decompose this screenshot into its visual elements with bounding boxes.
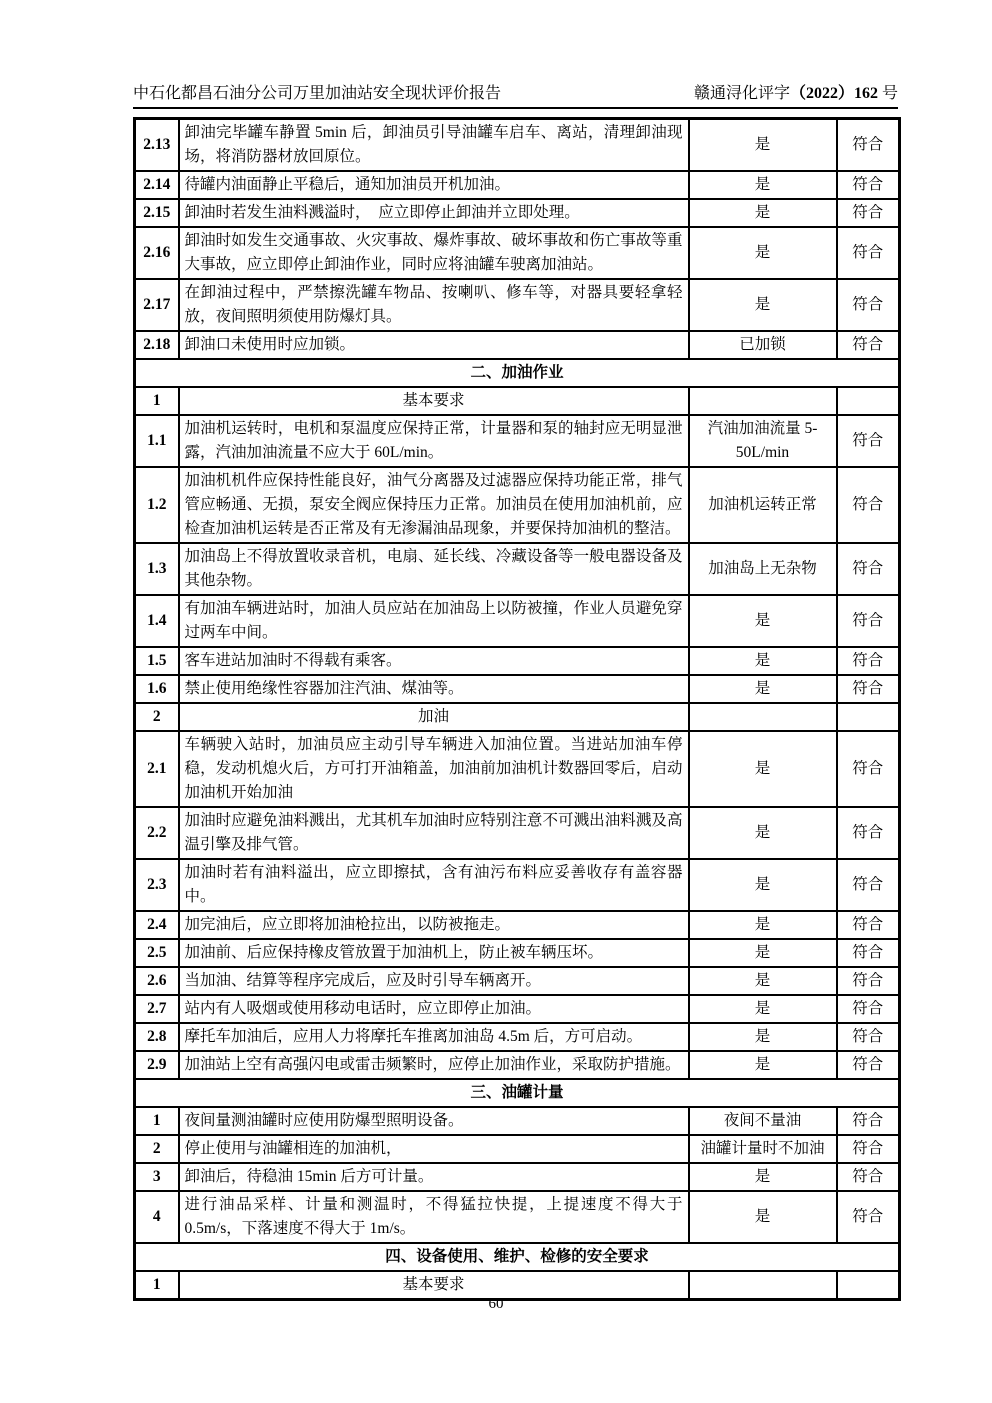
evaluation-cell: 加油机运转正常 (689, 467, 837, 543)
evaluation-cell (689, 387, 837, 415)
evaluation-cell: 是 (689, 731, 837, 807)
item-number-cell: 2.6 (135, 967, 179, 995)
evaluation-cell: 加油岛上无杂物 (689, 543, 837, 595)
conclusion-cell: 符合 (837, 199, 900, 227)
item-content-cell: 加油时应避免油料溅出，尤其机车加油时应特别注意不可溅出油料溅及高温引擎及排气管。 (179, 807, 689, 859)
item-number-cell: 1 (135, 387, 179, 415)
item-content-cell: 卸油时如发生交通事故、火灾事故、爆炸事故、破坏事故和伤亡事故等重大事故，应立即停止卸油作业，同时应将油罐车驶离加油站。 (179, 227, 689, 279)
item-content-cell: 当加油、结算等程序完成后，应及时引导车辆离开。 (179, 967, 689, 995)
item-content-cell: 基本要求 (179, 1271, 689, 1300)
table-row (135, 543, 900, 595)
section-title: 四、设备使用、维护、检修的安全要求 (135, 1243, 900, 1271)
conclusion-cell: 符合 (837, 227, 900, 279)
evaluation-cell: 是 (689, 595, 837, 647)
item-content-cell: 卸油完毕罐车静置 5min 后，卸油员引导油罐车启车、离站，清理卸油现场，将消防器材放回原位。 (179, 119, 689, 172)
table-row (135, 279, 900, 331)
conclusion-cell: 符合 (837, 675, 900, 703)
table-row (135, 939, 900, 967)
evaluation-cell: 是 (689, 807, 837, 859)
item-content-cell: 卸油时若发生油料溅溢时， 应立即停止卸油并立即处理。 (179, 199, 689, 227)
item-number-cell: 4 (135, 1191, 179, 1243)
item-number-cell: 1.1 (135, 415, 179, 467)
item-content-cell: 加油前、后应保持橡皮管放置于加油机上，防止被车辆压坏。 (179, 939, 689, 967)
item-number-cell: 3 (135, 1163, 179, 1191)
item-content-cell: 有加油车辆进站时，加油人员应站在加油岛上以防被撞，作业人员避免穿过两车中间。 (179, 595, 689, 647)
conclusion-cell: 符合 (837, 171, 900, 199)
conclusion-cell: 符合 (837, 415, 900, 467)
conclusion-cell: 符合 (837, 1191, 900, 1243)
table-row (135, 859, 900, 911)
item-number-cell: 2 (135, 1135, 179, 1163)
checklist-table-body (135, 119, 900, 1300)
item-content-cell: 站内有人吸烟或使用移动电话时，应立即停止加油。 (179, 995, 689, 1023)
table-row (135, 967, 900, 995)
table-row (135, 331, 900, 359)
item-content-cell: 加油站上空有高强闪电或雷击频繁时，应停止加油作业，采取防护措施。 (179, 1051, 689, 1079)
item-content-cell: 加油机机件应保持性能良好，油气分离器及过滤器应保持功能正常，排气管应畅通、无损，泵安全阀应保持压力正常。加油员在使用加油机前，应检查加油机运转是否正常及有无渗漏油品现象，并要保持加油机的整洁。 (179, 467, 689, 543)
conclusion-cell: 符合 (837, 647, 900, 675)
conclusion-cell: 符合 (837, 467, 900, 543)
item-number-cell: 2.15 (135, 199, 179, 227)
conclusion-cell: 符合 (837, 1163, 900, 1191)
conclusion-cell: 符合 (837, 859, 900, 911)
item-number-cell: 2.7 (135, 995, 179, 1023)
conclusion-cell: 符合 (837, 1135, 900, 1163)
conclusion-cell: 符合 (837, 939, 900, 967)
table-row (135, 1051, 900, 1079)
item-number-cell: 1 (135, 1271, 179, 1300)
table-row (135, 1107, 900, 1135)
conclusion-cell: 符合 (837, 731, 900, 807)
table-row (135, 911, 900, 939)
section-title: 三、油罐计量 (135, 1079, 900, 1107)
report-title: 中石化都昌石油分公司万里加油站安全现状评价报告 (133, 85, 502, 102)
item-number-cell: 2.8 (135, 1023, 179, 1051)
table-row (135, 1023, 900, 1051)
item-content-cell: 基本要求 (179, 387, 689, 415)
section-row (135, 1243, 900, 1271)
evaluation-cell (689, 703, 837, 731)
item-number-cell: 2.4 (135, 911, 179, 939)
table-row (135, 807, 900, 859)
item-number-cell: 2.13 (135, 119, 179, 172)
evaluation-cell: 是 (689, 119, 837, 172)
item-number-cell: 2.9 (135, 1051, 179, 1079)
item-number-cell: 2.17 (135, 279, 179, 331)
conclusion-cell (837, 703, 900, 731)
item-number-cell: 2.2 (135, 807, 179, 859)
conclusion-cell: 符合 (837, 1023, 900, 1051)
table-row (135, 227, 900, 279)
item-content-cell: 摩托车加油后，应用人力将摩托车推离加油岛 4.5m 后，方可启动。 (179, 1023, 689, 1051)
table-row (135, 1191, 900, 1243)
item-content-cell: 进行油品采样、计量和测温时，不得猛拉快提，上提速度不得大于 0.5m/s，下落速度不得大于 1m/s。 (179, 1191, 689, 1243)
conclusion-cell: 符合 (837, 1051, 900, 1079)
item-content-cell: 夜间量测油罐时应使用防爆型照明设备。 (179, 1107, 689, 1135)
document-number (694, 84, 898, 104)
subheader-row (135, 387, 900, 415)
conclusion-cell: 符合 (837, 995, 900, 1023)
evaluation-cell: 是 (689, 279, 837, 331)
item-content-cell: 加油机运转时，电机和泵温度应保持正常，计量器和泵的轴封应无明显泄露，汽油加油流量不应大于 60L/min。 (179, 415, 689, 467)
conclusion-cell: 符合 (837, 543, 900, 595)
evaluation-cell: 汽油加油流量 5-50L/min (689, 415, 837, 467)
evaluation-cell: 夜间不量油 (689, 1107, 837, 1135)
evaluation-cell: 油罐计量时不加油 (689, 1135, 837, 1163)
item-number-cell: 1.3 (135, 543, 179, 595)
item-content-cell: 加油 (179, 703, 689, 731)
conclusion-cell: 符合 (837, 807, 900, 859)
conclusion-cell: 符合 (837, 279, 900, 331)
conclusion-cell: 符合 (837, 595, 900, 647)
evaluation-cell: 是 (689, 675, 837, 703)
document-number-value: （2022）162 (789, 85, 878, 102)
evaluation-cell: 是 (689, 647, 837, 675)
evaluation-cell: 是 (689, 227, 837, 279)
conclusion-cell: 符合 (837, 119, 900, 172)
item-number-cell: 1 (135, 1107, 179, 1135)
table-row (135, 675, 900, 703)
item-content-cell: 卸油后，待稳油 15min 后方可计量。 (179, 1163, 689, 1191)
table-row (135, 171, 900, 199)
item-content-cell: 加油岛上不得放置收录音机，电扇、延长线、冷藏设备等一般电器设备及其他杂物。 (179, 543, 689, 595)
conclusion-cell: 符合 (837, 967, 900, 995)
item-number-cell: 1.5 (135, 647, 179, 675)
item-content-cell: 车辆驶入站时，加油员应主动引导车辆进入加油位置。当进站加油车停稳，发动机熄火后，方可打开油箱盖，加油前加油机计数器回零后，启动加油机开始加油 (179, 731, 689, 807)
table-row (135, 1135, 900, 1163)
item-content-cell: 在卸油过程中，严禁擦洗罐车物品、按喇叭、修车等，对器具要轻拿轻放，夜间照明须使用防爆灯具。 (179, 279, 689, 331)
evaluation-cell: 已加锁 (689, 331, 837, 359)
evaluation-cell: 是 (689, 859, 837, 911)
table-row (135, 647, 900, 675)
table-row (135, 119, 900, 172)
evaluation-cell: 是 (689, 1023, 837, 1051)
table-row (135, 995, 900, 1023)
table-row (135, 595, 900, 647)
item-content-cell: 禁止使用绝缘性容器加注汽油、煤油等。 (179, 675, 689, 703)
evaluation-cell: 是 (689, 171, 837, 199)
conclusion-cell: 符合 (837, 911, 900, 939)
safety-checklist-table (133, 117, 901, 1301)
table-row (135, 199, 900, 227)
subheader-row (135, 703, 900, 731)
conclusion-cell: 符合 (837, 1107, 900, 1135)
section-row (135, 359, 900, 387)
item-number-cell: 2.16 (135, 227, 179, 279)
table-row (135, 467, 900, 543)
evaluation-cell: 是 (689, 995, 837, 1023)
page-number: 60 (488, 1296, 504, 1312)
section-title: 二、加油作业 (135, 359, 900, 387)
table-row (135, 1163, 900, 1191)
item-number-cell: 2.18 (135, 331, 179, 359)
item-content-cell: 加油时若有油料溢出，应立即擦拭，含有油污布料应妥善收存有盖容器中。 (179, 859, 689, 911)
document-number-suffix: 号 (881, 85, 898, 102)
conclusion-cell (837, 387, 900, 415)
evaluation-cell: 是 (689, 967, 837, 995)
item-number-cell: 2.1 (135, 731, 179, 807)
evaluation-cell: 是 (689, 911, 837, 939)
item-content-cell: 加完油后，应立即将加油枪拉出，以防被拖走。 (179, 911, 689, 939)
document-number-label: 赣通浔化评字 (693, 85, 790, 102)
item-content-cell: 卸油口未使用时应加锁。 (179, 331, 689, 359)
page-header (133, 84, 898, 109)
table-row (135, 415, 900, 467)
item-content-cell: 待罐内油面静止平稳后，通知加油员开机加油。 (179, 171, 689, 199)
item-number-cell: 2 (135, 703, 179, 731)
item-number-cell: 1.4 (135, 595, 179, 647)
evaluation-cell: 是 (689, 1191, 837, 1243)
table-row (135, 731, 900, 807)
item-number-cell: 1.6 (135, 675, 179, 703)
conclusion-cell: 符合 (837, 331, 900, 359)
item-number-cell: 1.2 (135, 467, 179, 543)
item-number-cell: 2.14 (135, 171, 179, 199)
evaluation-cell: 是 (689, 199, 837, 227)
item-number-cell: 2.3 (135, 859, 179, 911)
evaluation-cell: 是 (689, 1163, 837, 1191)
section-row (135, 1079, 900, 1107)
evaluation-cell: 是 (689, 939, 837, 967)
item-content-cell: 客车进站加油时不得载有乘客。 (179, 647, 689, 675)
item-number-cell: 2.5 (135, 939, 179, 967)
item-content-cell: 停止使用与油罐相连的加油机， (179, 1135, 689, 1163)
evaluation-cell: 是 (689, 1051, 837, 1079)
